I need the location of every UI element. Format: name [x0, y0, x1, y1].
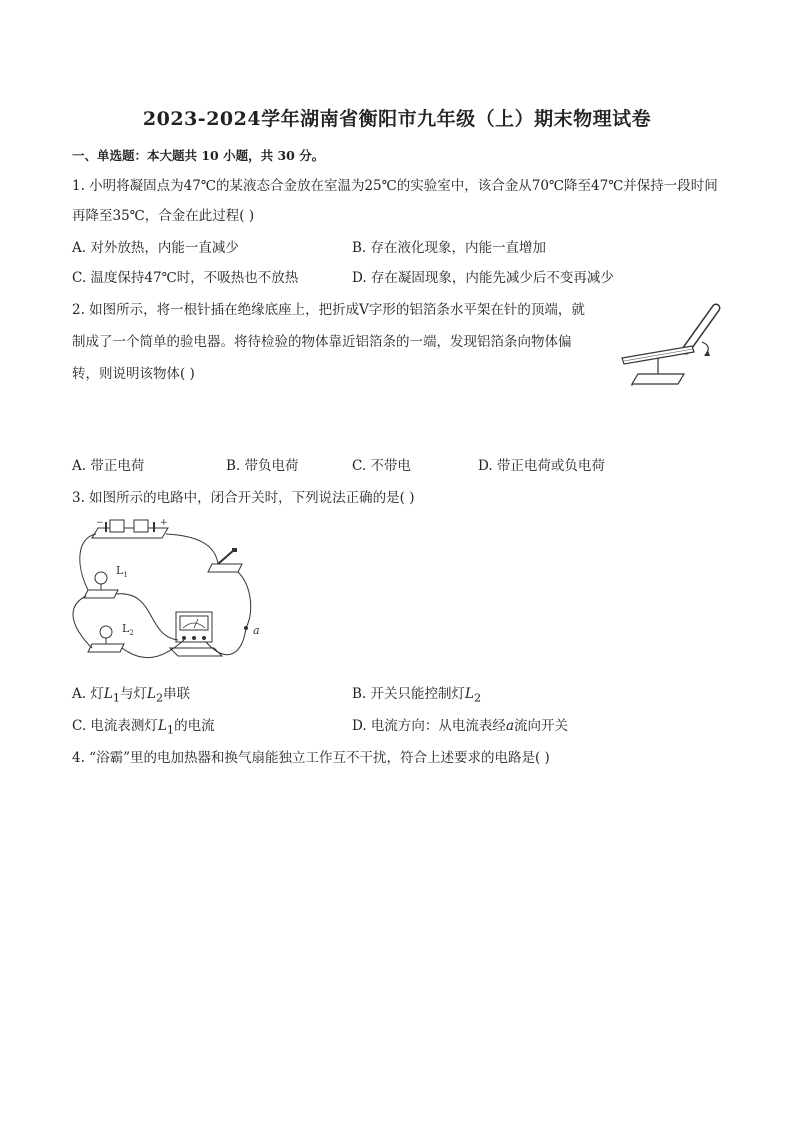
q2-option-d: D. 带正电荷或负电荷 [478, 458, 605, 474]
insulating-base [632, 374, 684, 386]
battery-minus-label: − [96, 518, 104, 528]
q2-stem-line2: 制成了一个简单的验电器。将待检验的物体靠近铝箔条的一端，发现铝箔条向物体偏 [72, 334, 572, 350]
q3-option-a: A. 灯$L_1$与灯$L_2$串联 [72, 686, 191, 705]
q2-stem-line1: 2. 如图所示，将一根针插在绝缘底座上，把折成V字形的铝箔条水平架在针的顶端，就 [72, 302, 585, 318]
q1-stem-line1: 1. 小明将凝固点为47℃的某液态合金放在室温为25℃的实验室中，该合金从70℃降至47℃并保持一段时间 [72, 178, 718, 194]
q1-option-a: A. 对外放热，内能一直减少 [72, 240, 239, 256]
q3-option-c: C. 电流表测灯$L_1$的电流 [72, 718, 215, 737]
q1-stem-line2: 再降至35℃，合金在此过程( ) [72, 208, 255, 224]
electroscope-figure [616, 298, 726, 390]
lamp-l1-subscript: 1 [123, 571, 128, 579]
lamp-l2-subscript: 2 [129, 629, 134, 637]
q3-option-d: D. 电流方向：从电流表经a流向开关 [352, 718, 568, 734]
q1-option-d: D. 存在凝固现象，内能先减少后不变再减少 [352, 270, 614, 286]
q1-option-b: B. 存在液化现象，内能一直增加 [352, 240, 547, 256]
point-a-label: a [253, 624, 260, 637]
charged-rod [686, 308, 716, 350]
page-title: 2023-2024学年湖南省衡阳市九年级（上）期末物理试卷 [142, 108, 652, 130]
q4-stem: 4. “浴霸”里的电加热器和换气扇能独立工作互不干扰，符合上述要求的电路是( ) [72, 750, 550, 766]
q1-option-c: C. 温度保持47℃时，不吸热也不放热 [72, 270, 299, 286]
lamp-l2-label: L [122, 622, 130, 635]
q2-stem-line3: 转，则说明该物体( ) [72, 366, 195, 382]
battery-plus-label: + [160, 518, 168, 528]
q2-option-a: A. 带正电荷 [72, 458, 145, 474]
lamp-l2 [88, 626, 124, 652]
lamp-l1 [84, 572, 118, 598]
q3-option-b: B. 开关只能控制灯$L_2$ [352, 686, 482, 705]
svg-text:L2 [122, 622, 134, 637]
svg-text:L1 [116, 564, 128, 579]
section-heading: 一、单选题：本大题共 10 小题，共 30 分。 [72, 148, 325, 163]
q2-option-b: B. 带负电荷 [226, 458, 299, 474]
circuit-figure [66, 516, 276, 676]
lamp-l1-label: L [116, 564, 124, 577]
q3-stem: 3. 如图所示的电路中，闭合开关时，下列说法正确的是( ) [72, 490, 415, 506]
q2-option-c: C. 不带电 [352, 458, 411, 474]
